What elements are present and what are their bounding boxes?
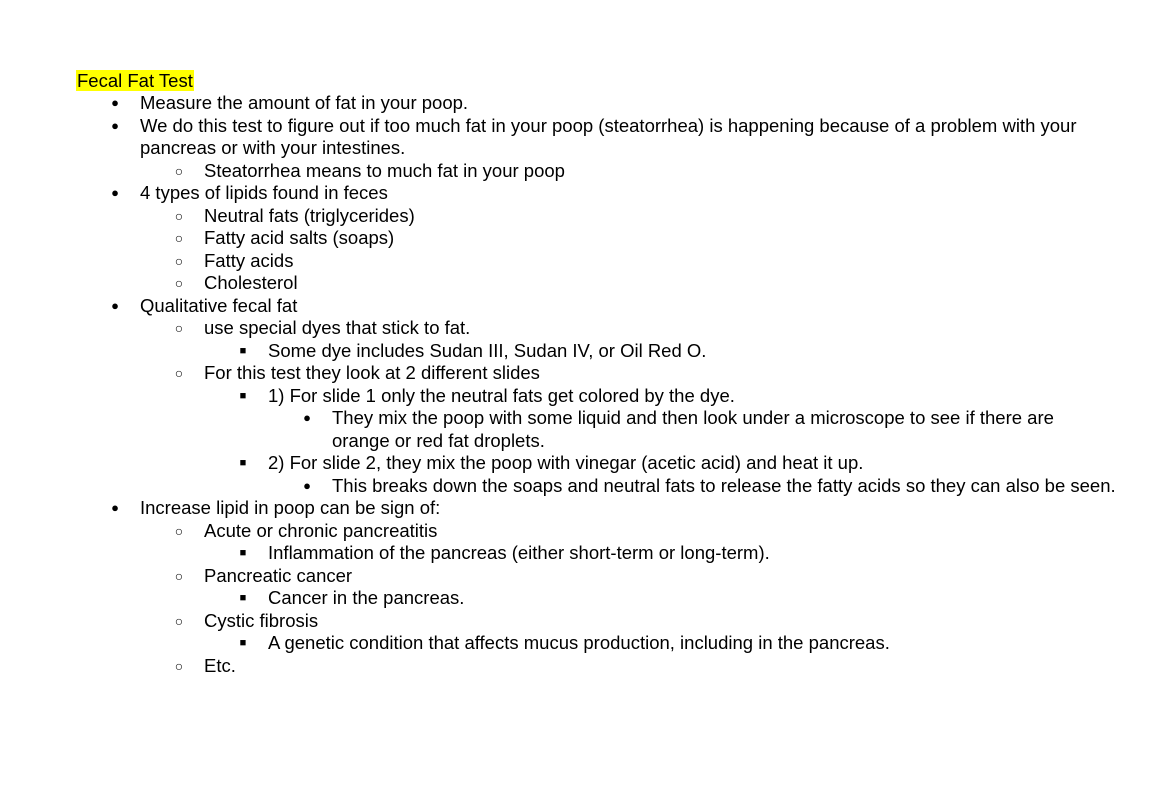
list-item	[76, 250, 1116, 273]
list-item-text: Inflammation of the pancreas (either short-term or long-term).	[268, 542, 770, 563]
disc-bullet-icon: ●	[111, 500, 119, 515]
list-item	[76, 407, 1116, 452]
list-item	[76, 92, 1116, 115]
list-item-text: 2) For slide 2, they mix the poop with vinegar (acetic acid) and heat it up.	[268, 452, 864, 473]
list-item	[76, 520, 1116, 543]
disc-bullet-icon: ●	[111, 95, 119, 110]
list-item-text: Cancer in the pancreas.	[268, 587, 465, 608]
list-item-text: Fatty acids	[204, 249, 294, 271]
list-item-text: They mix the poop with some liquid and then look under a microscope to see if there are orange or red fat droplets.	[332, 407, 1054, 451]
bullet-list	[76, 92, 1116, 677]
circle-bullet-icon: ○	[174, 207, 184, 224]
list-item	[76, 610, 1116, 633]
circle-bullet-icon: ○	[174, 230, 184, 246]
heading-line	[76, 69, 1116, 92]
circle-bullet-icon: ○	[174, 567, 184, 584]
disc-bullet-icon: ●	[111, 185, 119, 200]
list-item	[76, 317, 1116, 340]
list-item-text: Acute or chronic pancreatitis	[204, 519, 438, 541]
circle-bullet-icon: ○	[174, 522, 184, 539]
list-item	[76, 565, 1116, 588]
list-item	[76, 160, 1116, 183]
square-bullet-icon: ■	[239, 592, 247, 604]
list-item	[76, 295, 1116, 318]
list-item	[76, 362, 1116, 385]
list-item-text: A genetic condition that affects mucus production, including in the pancreas.	[268, 632, 890, 653]
circle-bullet-icon: ○	[174, 162, 184, 179]
list-item	[76, 475, 1116, 498]
list-item-text: Increase lipid in poop can be sign of:	[140, 497, 441, 518]
disc-bullet-icon: ●	[111, 297, 119, 313]
list-item	[76, 182, 1116, 205]
circle-bullet-icon: ○	[174, 612, 184, 629]
disc-bullet-icon: ●	[303, 410, 311, 425]
list-item-text: Pancreatic cancer	[204, 564, 353, 586]
list-item-text: Steatorrhea means to much fat in your poop	[204, 159, 565, 181]
list-item-text: use special dyes that stick to fat.	[204, 317, 471, 338]
square-bullet-icon: ■	[239, 547, 247, 559]
list-item	[76, 227, 1116, 250]
square-bullet-icon: ■	[239, 344, 247, 357]
list-item	[76, 272, 1116, 295]
list-item-text: Fatty acid salts (soaps)	[204, 227, 395, 248]
list-item-text: Cholesterol	[204, 272, 298, 293]
list-item	[76, 115, 1116, 160]
list-item-text: Cystic fibrosis	[204, 609, 319, 631]
list-item-text: Measure the amount of fat in your poop.	[140, 92, 469, 113]
list-item-text: Some dye includes Sudan III, Sudan IV, or Oil Red O.	[268, 339, 707, 361]
list-item-text: 4 types of lipids found in feces	[140, 182, 388, 203]
square-bullet-icon: ■	[239, 637, 247, 649]
list-item-text: Qualitative fecal fat	[140, 294, 298, 316]
square-bullet-icon: ■	[239, 457, 247, 469]
list-item-text: This breaks down the soaps and neutral fats to release the fatty acids so they can also be seen.	[332, 474, 1116, 496]
document-title: Fecal Fat Test	[77, 70, 193, 91]
list-item	[76, 632, 1116, 655]
list-item	[76, 587, 1116, 610]
circle-bullet-icon: ○	[174, 657, 184, 674]
document-body	[76, 69, 1116, 677]
circle-bullet-icon: ○	[174, 275, 184, 291]
circle-bullet-icon: ○	[174, 320, 184, 336]
circle-bullet-icon: ○	[174, 252, 184, 269]
disc-bullet-icon: ●	[303, 477, 311, 493]
circle-bullet-icon: ○	[174, 365, 184, 381]
list-item	[76, 385, 1116, 408]
square-bullet-icon: ■	[239, 389, 247, 402]
list-item-text: We do this test to figure out if too much fat in your poop (steatorrhea) is happening because of a problem with your pancreas or with your intestines.	[140, 114, 1077, 158]
list-item-text: Etc.	[204, 654, 236, 676]
list-item-text: Neutral fats (triglycerides)	[204, 204, 415, 226]
list-item-text: For this test they look at 2 different slides	[204, 362, 540, 383]
list-item	[76, 497, 1116, 520]
disc-bullet-icon: ●	[111, 117, 119, 133]
list-item-text: 1) For slide 1 only the neutral fats get colored by the dye.	[268, 384, 735, 406]
list-item	[76, 542, 1116, 565]
list-item	[76, 655, 1116, 678]
list-item	[76, 452, 1116, 475]
list-item	[76, 340, 1116, 363]
list-item	[76, 205, 1116, 228]
